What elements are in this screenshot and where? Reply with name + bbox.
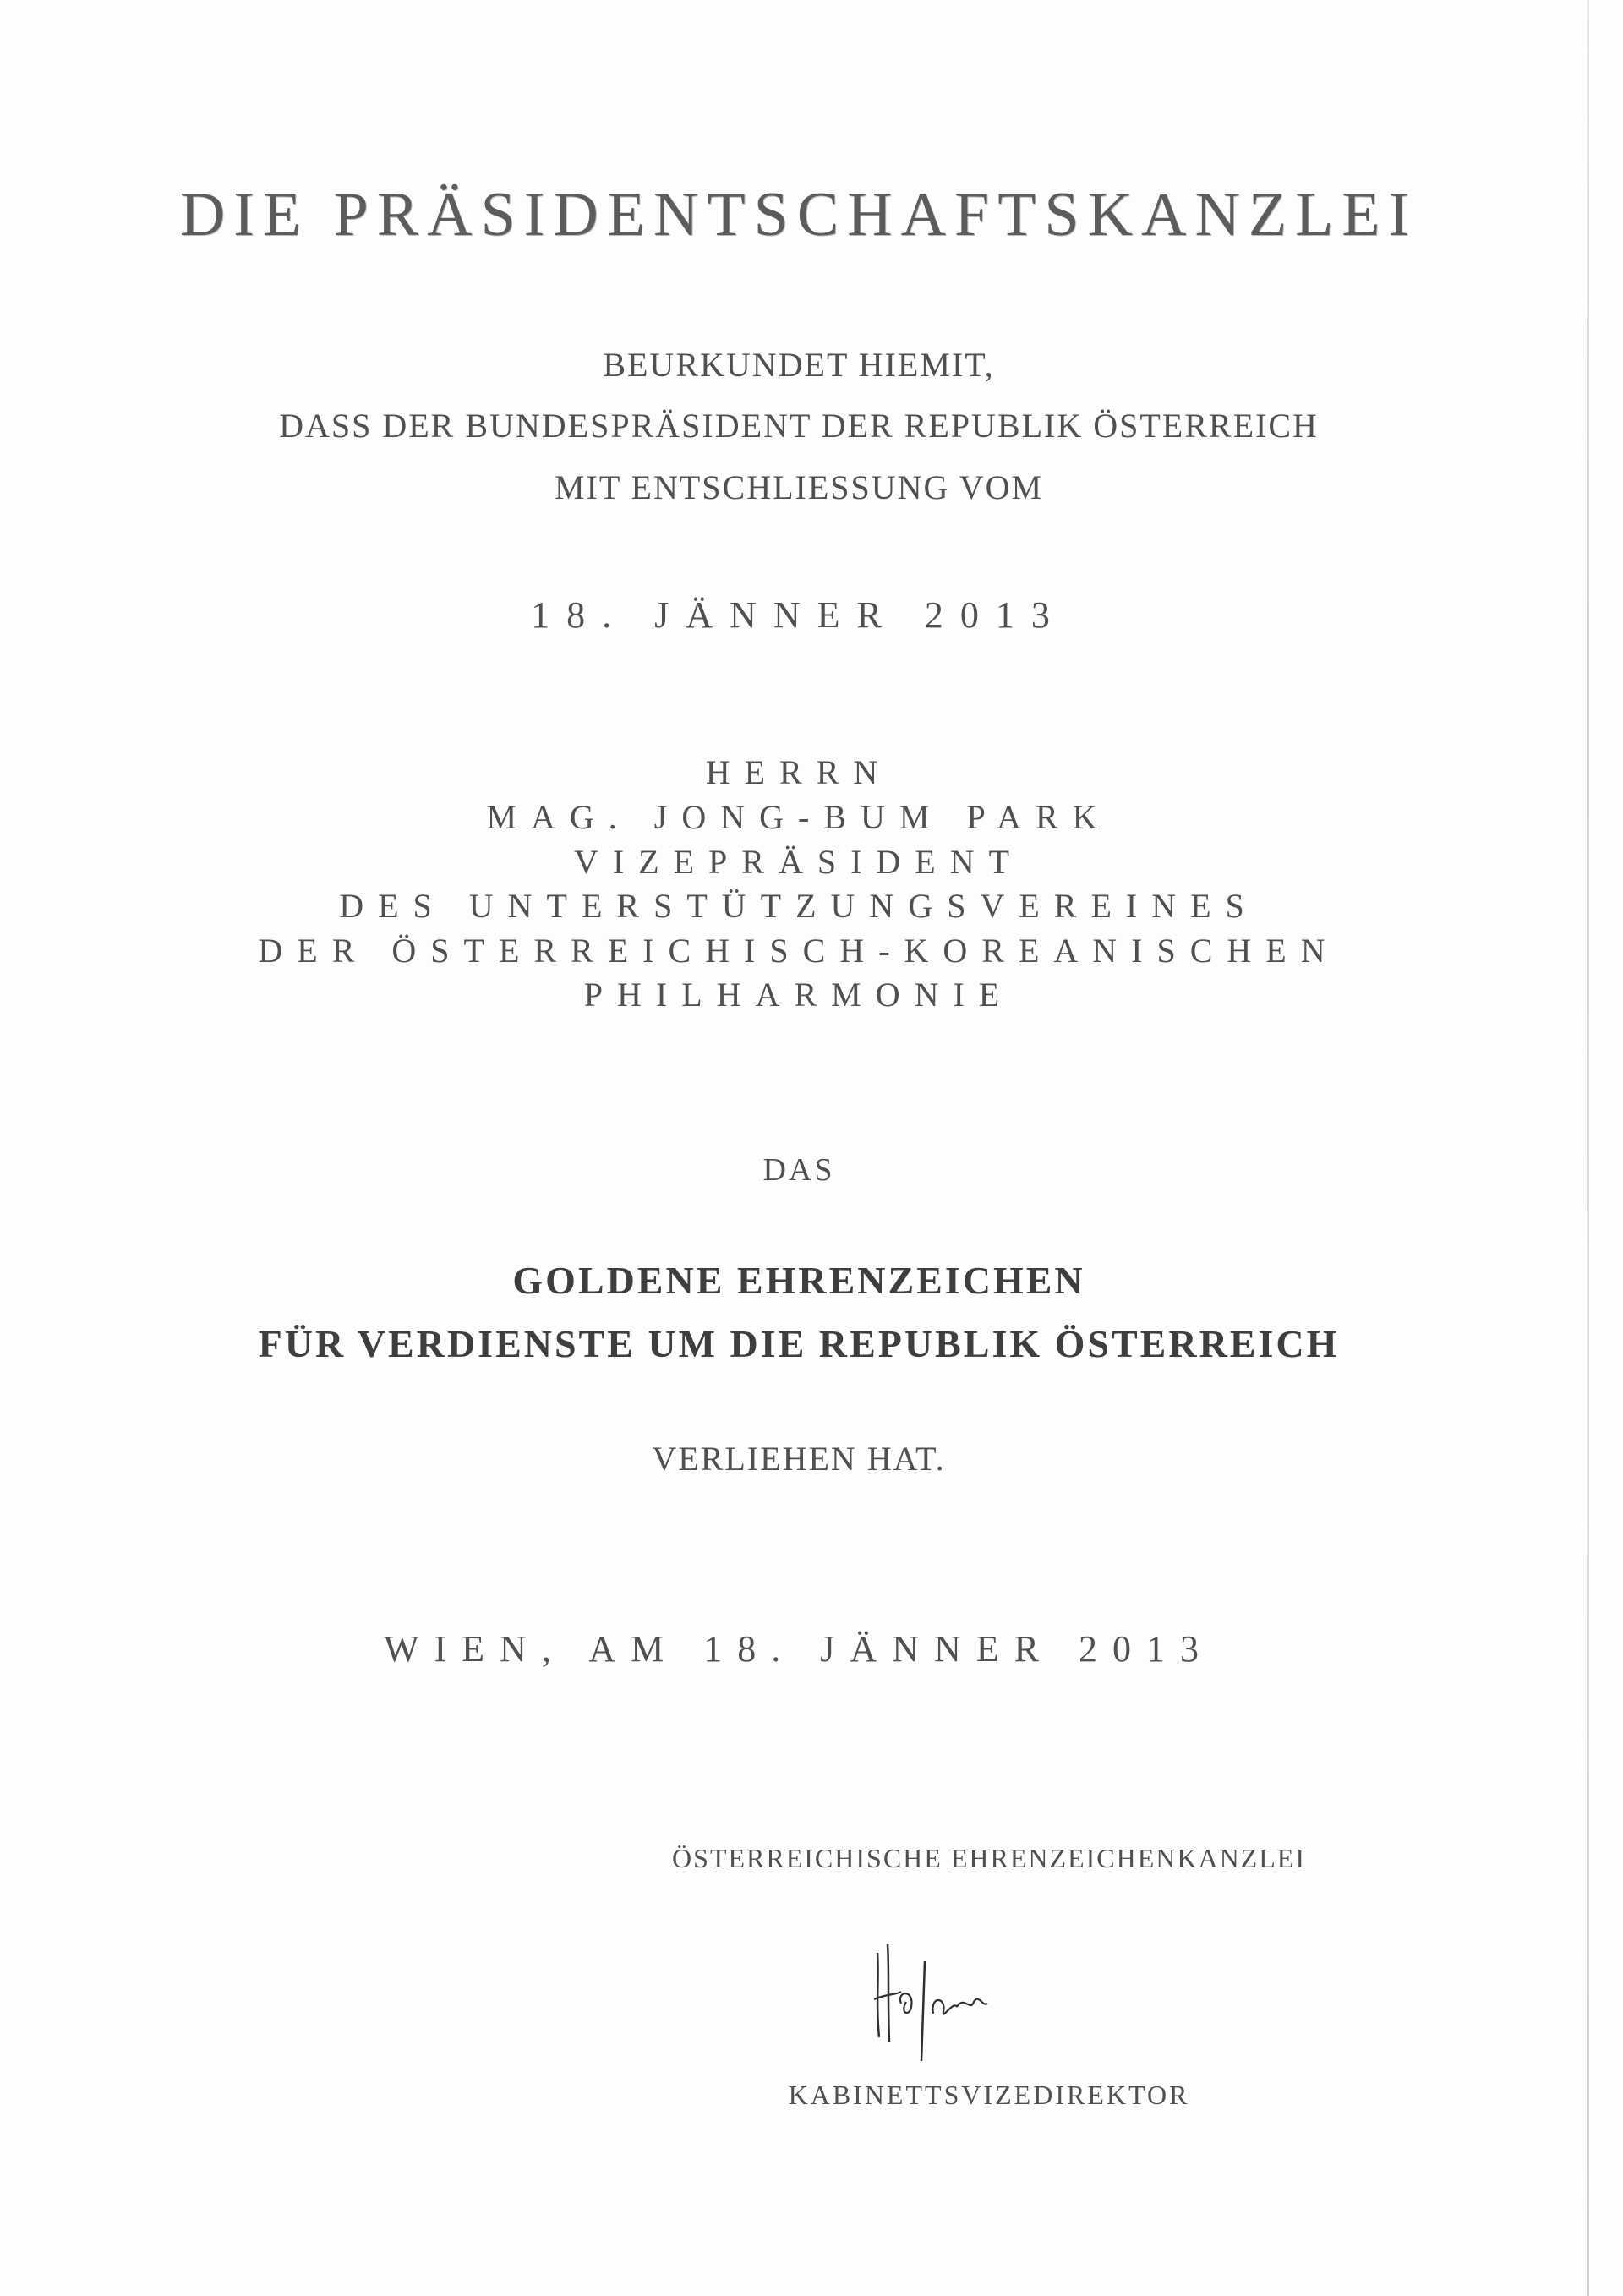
resolution-date: 18. JÄNNER 2013 (531, 594, 1067, 636)
recipient-organisation-line-2: DER ÖSTERREICHISCH-KOREANISCHEN (258, 932, 1340, 970)
intro-line-1: BEURKUNDET HIEMIT, (603, 346, 995, 384)
certificate-title: DIE PRÄSIDENTSCHAFTSKANZLEI (179, 180, 1418, 249)
award-name-line-1: GOLDENE EHRENZEICHEN (512, 1259, 1085, 1302)
recipient-name: MAG. JONG-BUM PARK (486, 798, 1112, 836)
intro-line-3: MIT ENTSCHLIESSUNG VOM (554, 468, 1044, 506)
recipient-position: VIZEPRÄSIDENT (573, 843, 1025, 881)
handwritten-signature (862, 1919, 1014, 2063)
award-name-line-2: FÜR VERDIENSTE UM DIE REPUBLIK ÖSTERREICH (258, 1322, 1340, 1365)
recipient-salutation: HERRN (705, 753, 893, 791)
conferred-statement: VERLIEHEN HAT. (652, 1440, 946, 1478)
issuing-office: ÖSTERREICHISCHE EHRENZEICHENKANZLEI (672, 1843, 1306, 1873)
article-das: DAS (762, 1152, 835, 1188)
intro-line-2: DASS DER BUNDESPRÄSIDENT DER REPUBLIK ÖSTERREICH (279, 407, 1319, 445)
signatory-title: KABINETTSVIZEDIREKTOR (788, 2080, 1190, 2110)
recipient-organisation-line-1: DES UNTERSTÜTZUNGSVEREINES (339, 887, 1259, 925)
place-and-date: WIEN, AM 18. JÄNNER 2013 (384, 1628, 1214, 1670)
recipient-organisation-line-3: PHILHARMONIE (583, 976, 1014, 1014)
